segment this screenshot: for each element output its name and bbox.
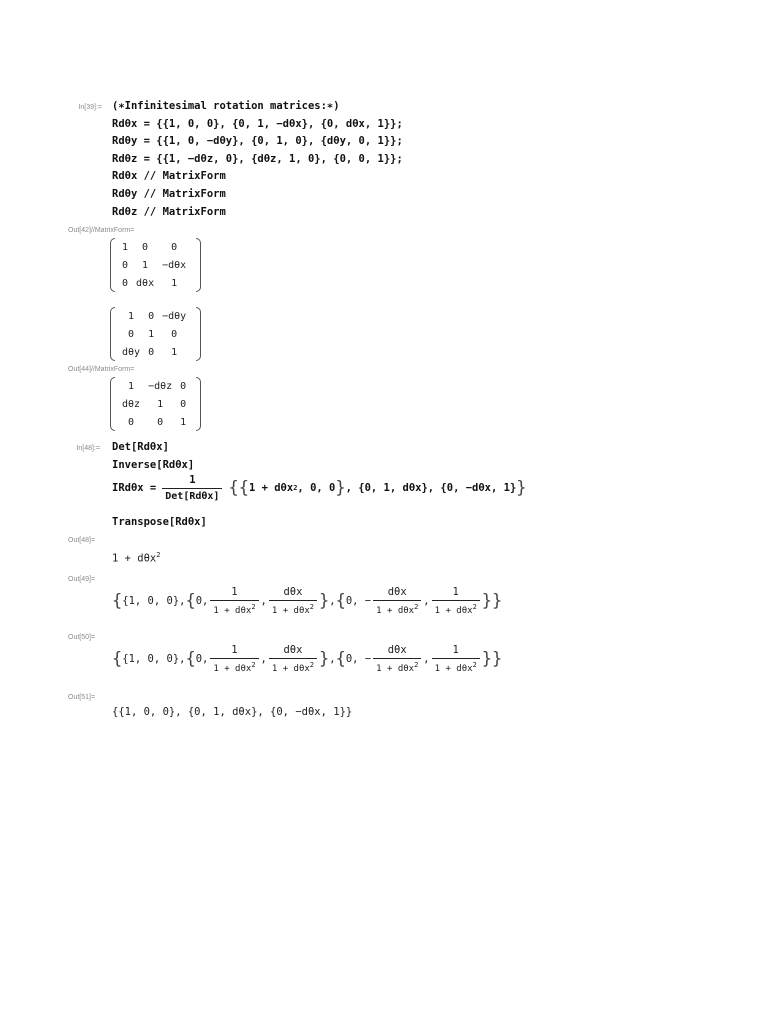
matrix-output-z	[110, 377, 202, 431]
ird-lhs: IRdθx =	[112, 482, 157, 494]
cell-label-out42: Out[42]//MatrixForm=	[68, 227, 135, 234]
cell: −dθz	[148, 380, 173, 392]
cell: 0	[157, 416, 164, 428]
code-line-mfz: Rdθz // MatrixForm	[112, 205, 226, 218]
cell: 1	[128, 380, 135, 392]
input-cell-48-line4[interactable]: Transpose[Rdθx]	[112, 516, 207, 528]
cell: 0	[122, 277, 129, 289]
ird-rhs-rest: , {0, 1, dθx}, {0, −dθx, 1}	[345, 482, 517, 494]
output-irdx: { {1, 0, 0}, { 0, $\frac{1}{1 + d\theta x^2}$ , $\frac{\text{dθx}}{1 + d\theta x^2}$ } , { 0, − $\frac{\text{dθx}}{1 + d\theta x^2}$ , $\frac{1}{1 + d\theta x^2}$ }}	[112, 644, 503, 674]
cell: 1	[157, 398, 164, 410]
input-cell-48-line1[interactable]: Det[Rdθx]	[112, 441, 169, 453]
ird-numerator: 1	[162, 474, 222, 489]
cell: 1	[148, 328, 155, 340]
output-inverse: { {1, 0, 0}, { 0, $\frac{1}{1 + d\theta x^2}$ , $\frac{\text{dθx}}{1 + d\theta x^2}$ } , { 0, − $\frac{\text{dθx}}{1 + d\theta x^2}$ , $\frac{1}{1 + d\theta x^2}$ }}	[112, 586, 503, 616]
cell-label-out51: Out[51]=	[68, 694, 96, 701]
code-line-rdy: Rdθy = {{1, 0, −dθy}, {0, 1, 0}, {dθy, 0, 1}};	[112, 135, 403, 148]
input-cell-39[interactable]	[112, 98, 403, 221]
cell-label-out49: Out[49]=	[68, 576, 96, 583]
cell: 0	[128, 328, 135, 340]
input-cell-48-irdx[interactable]: IRdθx = $\frac{1}{\text{Det[Rdθx]}}$ {{ 1 + dθx 2 , 0, 0 } , {0, 1, dθx}, {0, −dθx, 1} }	[112, 474, 527, 502]
cell: 1	[122, 241, 129, 253]
cell: 0	[180, 380, 187, 392]
cell: 1	[171, 277, 178, 289]
cell: 0	[148, 310, 155, 322]
cell: dθz	[122, 398, 141, 410]
ird-rhs-zeros: , 0, 0	[297, 482, 336, 494]
code-line-rdz: Rdθz = {{1, −dθz, 0}, {dθz, 1, 0}, {0, 0, 1}};	[112, 152, 403, 165]
cell: 1	[180, 416, 187, 428]
cell: 1	[171, 346, 178, 358]
cell: 0	[171, 241, 178, 253]
cell: 0	[128, 416, 135, 428]
ird-denominator: Det[Rdθx]	[165, 491, 220, 502]
cell-label-in48: In[48]:=	[76, 445, 100, 452]
ird-rhs-term: 1 + dθx	[248, 482, 294, 494]
cell: 0	[171, 328, 178, 340]
code-line-mfx: Rdθx // MatrixForm	[112, 170, 226, 183]
code-line-mfy: Rdθy // MatrixForm	[112, 187, 226, 200]
code-line-rdx: Rdθx = {{1, 0, 0}, {0, 1, −dθx}, {0, dθx, 1}};	[112, 117, 403, 130]
cell-label-out48: Out[48]=	[68, 537, 96, 544]
comment-line: (∗Infinitesimal rotation matrices:∗)	[112, 100, 340, 112]
cell: 0	[180, 398, 187, 410]
matrix-output-y	[110, 307, 202, 361]
cell: 0	[148, 346, 155, 358]
output-transpose: {{1, 0, 0}, {0, 1, dθx}, {0, −dθx, 1}}	[112, 706, 353, 718]
cell: dθy	[122, 346, 141, 358]
cell: 0	[142, 241, 149, 253]
cell: −dθx	[162, 259, 187, 271]
cell: 0	[122, 259, 129, 271]
ird-exponent: 2	[293, 484, 298, 492]
cell-label-out44: Out[44]//MatrixForm=	[68, 366, 135, 373]
ird-fraction	[162, 474, 222, 502]
cell: 1	[128, 310, 135, 322]
input-cell-48-line2[interactable]: Inverse[Rdθx]	[112, 459, 195, 471]
matrix-output-x	[110, 238, 202, 292]
cell: −dθy	[162, 310, 187, 322]
output-det: 1 + dθx$^2$	[112, 551, 161, 565]
cell: 1	[142, 259, 149, 271]
cell-label-in39: In[39]:=	[78, 104, 102, 111]
cell-label-out50: Out[50]=	[68, 634, 96, 641]
cell: dθx	[136, 277, 155, 289]
